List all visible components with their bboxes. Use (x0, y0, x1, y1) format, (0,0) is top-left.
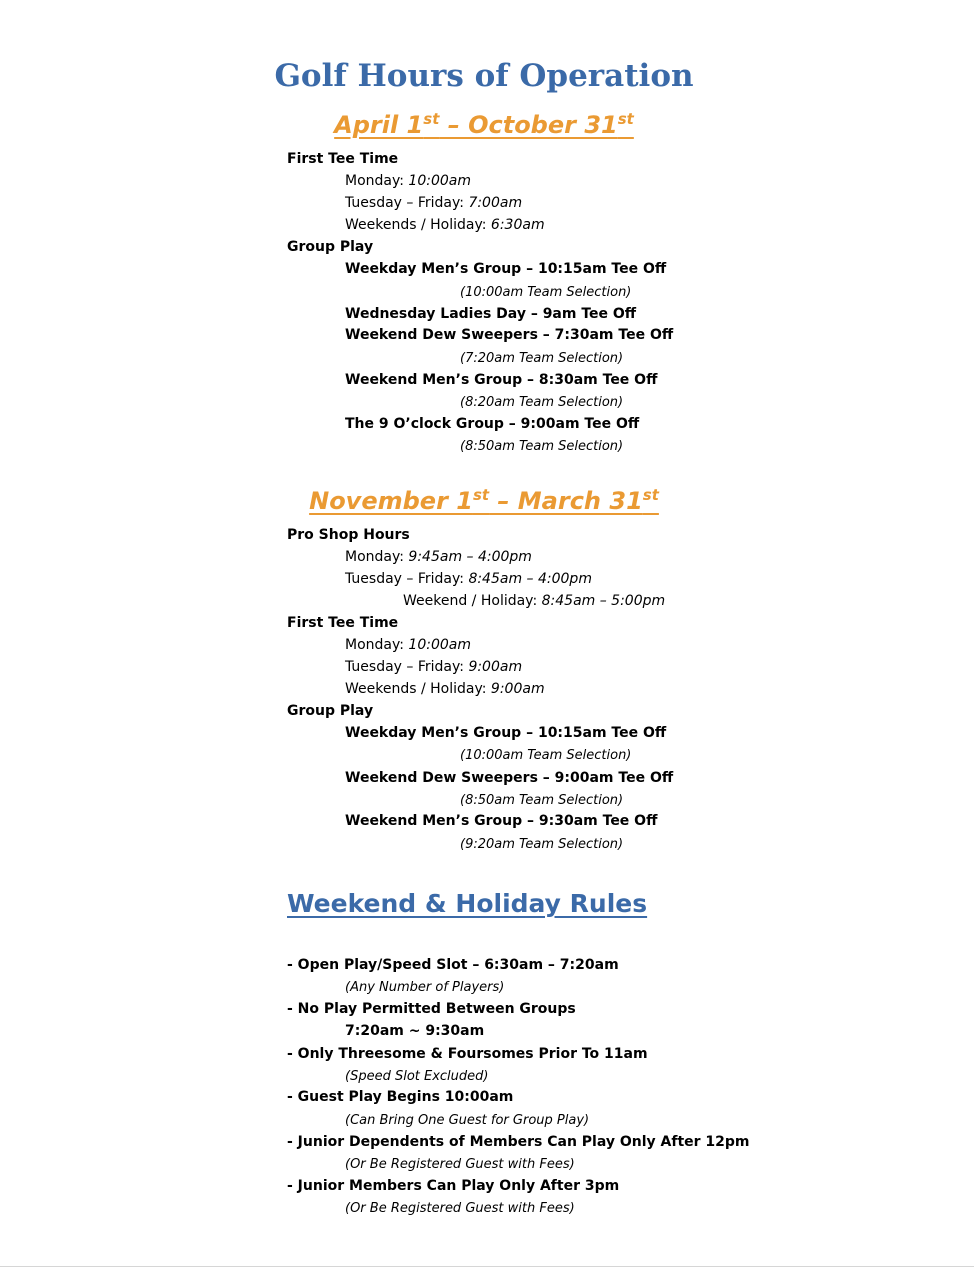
rule-note: (Any Number of Players) (345, 980, 505, 995)
tee-time-value: 10:00am (408, 173, 471, 189)
hours-day-label: Weekend / Holiday: (403, 593, 542, 609)
tee-day-label: Weekends / Holiday: (345, 681, 491, 697)
team-selection-note: (8:50am Team Selection) (460, 793, 624, 808)
hours-day-label: Tuesday – Friday: (345, 571, 469, 587)
rule-item: - Open Play/Speed Slot – 6:30am – 7:20am (287, 957, 619, 973)
season-end-suffix: st (617, 110, 634, 128)
season-heading-winter (0, 487, 968, 515)
section-heading-pro-shop: Pro Shop Hours (287, 527, 410, 543)
tee-time-row (345, 638, 471, 652)
rule-item: - Junior Members Can Play Only After 3pm (287, 1178, 620, 1194)
tee-time-row (345, 196, 522, 210)
team-selection-note: (9:20am Team Selection) (460, 837, 624, 852)
group-entry: Wednesday Ladies Day – 9am Tee Off (345, 306, 637, 322)
team-selection-note: (10:00am Team Selection) (460, 285, 632, 300)
rule-item: - No Play Permitted Between Groups (287, 1001, 576, 1017)
rule-note: (Or Be Registered Guest with Fees) (345, 1201, 575, 1216)
season-end: – October 31 (439, 111, 618, 139)
team-selection-note: (8:20am Team Selection) (460, 395, 624, 410)
group-entry: Weekend Men’s Group – 9:30am Tee Off (345, 813, 658, 829)
hours-value: 9:45am – 4:00pm (408, 549, 532, 565)
tee-day-label: Monday: (345, 637, 409, 653)
rules-heading: Weekend & Holiday Rules (287, 889, 648, 918)
section-heading-first-tee: First Tee Time (287, 615, 399, 631)
season-start-suffix: st (423, 110, 440, 128)
rule-note: 7:20am ~ 9:30am (345, 1023, 485, 1039)
tee-day-label: Tuesday – Friday: (345, 195, 469, 211)
hours-value: 8:45am – 4:00pm (468, 571, 592, 587)
section-heading-group-play: Group Play (287, 239, 374, 255)
section-heading-first-tee: First Tee Time (287, 151, 399, 167)
hours-row (403, 594, 665, 608)
tee-day-label: Weekends / Holiday: (345, 217, 491, 233)
tee-day-label: Monday: (345, 173, 409, 189)
page-bottom-edge (0, 1266, 974, 1267)
page-title: Golf Hours of Operation (274, 58, 694, 94)
tee-time-value: 10:00am (408, 637, 471, 653)
tee-time-row (345, 174, 471, 188)
rule-note: (Or Be Registered Guest with Fees) (345, 1157, 575, 1172)
section-heading-group-play: Group Play (287, 703, 374, 719)
hours-row (345, 550, 532, 564)
tee-day-label: Tuesday – Friday: (345, 659, 469, 675)
tee-time-row (345, 660, 522, 674)
team-selection-note: (7:20am Team Selection) (460, 351, 624, 366)
hours-value: 8:45am – 5:00pm (541, 593, 666, 609)
tee-time-value: 9:00am (490, 681, 545, 697)
group-entry: Weekend Dew Sweepers – 9:00am Tee Off (345, 770, 674, 786)
rule-item: - Guest Play Begins 10:00am (287, 1089, 514, 1105)
rule-note: (Speed Slot Excluded) (345, 1069, 489, 1084)
season-end-suffix: st (642, 486, 659, 504)
group-entry: Weekday Men’s Group – 10:15am Tee Off (345, 261, 667, 277)
season-start-suffix: st (472, 486, 490, 504)
season-start: November 1 (309, 487, 473, 515)
team-selection-note: (8:50am Team Selection) (460, 439, 624, 454)
tee-time-value: 6:30am (490, 217, 545, 233)
season-end: – March 31 (489, 487, 643, 515)
rule-item: - Only Threesome & Foursomes Prior To 11am (287, 1046, 648, 1062)
tee-time-row (345, 682, 545, 696)
tee-time-row (345, 218, 545, 232)
rule-item: - Junior Dependents of Members Can Play Only After 12pm (287, 1134, 750, 1150)
tee-time-value: 9:00am (468, 659, 523, 675)
hours-day-label: Monday: (345, 549, 409, 565)
group-entry: Weekend Men’s Group – 8:30am Tee Off (345, 372, 658, 388)
group-entry: Weekend Dew Sweepers – 7:30am Tee Off (345, 327, 674, 343)
hours-row (345, 572, 592, 586)
group-entry: Weekday Men’s Group – 10:15am Tee Off (345, 725, 667, 741)
tee-time-value: 7:00am (468, 195, 523, 211)
group-entry: The 9 O’clock Group – 9:00am Tee Off (345, 416, 640, 432)
team-selection-note: (10:00am Team Selection) (460, 748, 632, 763)
season-heading-summer (0, 111, 968, 139)
season-start: April 1 (334, 111, 424, 139)
rule-note: (Can Bring One Guest for Group Play) (345, 1113, 590, 1128)
